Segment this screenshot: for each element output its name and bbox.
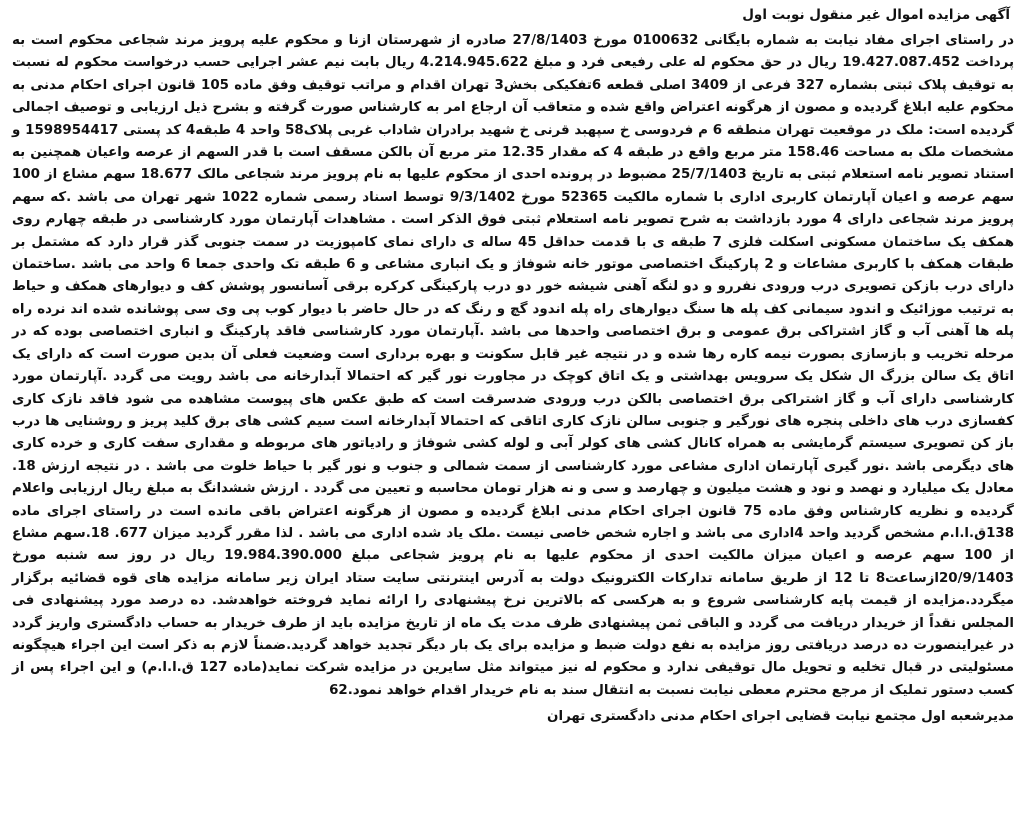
notice-signature: مدیرشعبه اول مجتمع نیابت قضایی اجرای احکام مدنی دادگستری تهران	[547, 709, 1014, 725]
notice-title: آگهی مزایده اموال غیر منقول نوبت اول	[742, 7, 1010, 23]
notice-body: در راستای اجرای مفاد نیابت به شماره بایگانی 0100632 مورخ 27/8/1403 صادره از شهرستان ازنا و محکوم علیه پرویز مرند شجاعی محکوم است به پرداخت 19.427.087.452 ریال در حق محکوم له علی رفیعی فرد و مبلغ 4.214.945.622 ریال بابت نیم عشر اجرایی حسب درخواست محکوم له نسبت به توقیف پلاک ثبتی بشماره 327 فرعی از 3409 اصلی قطعه 6تفکیکی بخش3 تهران اقدام و مراتب توقیف وفق ماده 105 قانون اجرای احکام مدنی به محکوم علیه ابلاغ گردیده و مصون از هرگونه اعتراض واقع شده و متعاقب آن ارجاع امر به کارشناس صورت گرفته و بشرح ذیل ارزیابی و توصیف اجمالی گردیده است: ملک در موقعیت تهران منطقه 6 م فردوسی خ سپهبد قرنی خ شهید برادران شاداب غربی پلاک58 واحد 4 طبقه4 کد پستی 1598954417 و مشخصات ملک به مساحت 158.46 متر مربع واقع در طبقه 4 که مقدار 12.35 متر مربع آن بالکن مسقف است با قدر السهم از عرصه واعیان همچنین به استناد تصویر نامه استعلام ثبتی به تاریخ 25/7/1403 مضبوط در پرونده احدی از محکوم علیها به نام پرویز مرند شجاعی مالک 18.677 سهم مشاع از 100 سهم عرصه و اعیان آپارتمان کاربری اداری با شماره مالکیت 52365 مورخ 9/3/1402 توسط اسناد رسمی شماره 1022 شهر تهران می باشد .که سهم پرویز مرند شجاعی دارای 4 مورد بازداشت به شرح تصویر نامه استعلام ثبتی فوق الذکر است . مشاهدات آپارتمان مورد کارشناسی در طبقه چهارم روی همکف یک ساختمان مسکونی اسکلت فلزی 7 طبقه ی با قدمت حداقل 45 ساله ی دارای نمای کامپوزیت در سمت جنوبی گذر قرار دارد که مشتمل بر طبقات همکف با کاربری مشاعات و 2 پارکینگ اختصاصی موتور خانه شوفاژ و یک انباری مشاعی و 6 طبقه تک واحدی جمعا 6 واحد می باشد .ساختمان دارای درب بازکن تصویری درب ورودی نفررو و دو لنگه آهنی شیشه خور دو درب پارکینگی کرکره برقی آسانسور پوشش کف و دیوارهای همکف و حیاط به ترتیب موزائیک و اندود سیمانی کف پله ها سنگ دیوارهای راه پله اندود گچ و رنگ که در حال حاضر با دیوار کوب پی وی سی پوشانده شده اند نرده راه پله ها آهنی آب و گاز اشتراکی برق عمومی و برق اختصاصی واحدها می باشد .آپارتمان مورد کارشناسی فاقد پارکینگ و انباری اختصاصی بوده که در مرحله تخریب و بازسازی بصورت نیمه کاره رها شده و در نتیجه غیر قابل سکونت و بهره برداری است وضعیت فعلی آن بدین صورت است که دارای یک اتاق یک سالن بزرگ ال شکل یک سرویس بهداشتی و یک اتاق کوچک در مجاورت نور گیر که احتمالا آبدارخانه می باشد رویت می گردد .آپارتمان مورد کارشناسی دارای آب و گاز اشتراکی برق اختصاصی بالکن درب ورودی ضدسرقت است که طبق عکس های پیوست مشاهده می شود فاقد نازک کاری کفسازی درب های داخلی پنجره های نورگیر و جنوبی سالن نازک کاری اتاقی که احتمالا آبدارخانه است سیم کشی های برق کلید پریز و روشنایی ها درب باز کن تصویری سیستم گرمایشی به همراه کانال کشی های کولر آبی و لوله کشی شوفاژ و رادیاتور های مربوطه و مقداری سفت کاری و خرده کاری های دیگرمی باشد .نور گیری آپارتمان اداری مشاعی مورد کارشناسی از سمت شمالی و جنوب و نور گیر با حیاط خلوت می باشد . در نتیجه ارزش 18. معادل یک میلیارد و نهصد و نود و هشت میلیون و چهارصد و سی و نه هزار تومان محاسبه و تعیین می گردد . ارزش ششدانگ به مبلغ ریال ارزیابی واعلام گردیده و نظریه کارشناس وفق ماده 75 قانون اجرای احکام مدنی ابلاغ گردیده و مصون از هرگونه اعتراض باقی مانده است در راستای اجرای ماده 138ق.ا.ا.م مشخص گردید واحد 4اداری می باشد و اجاره شخص خاصی نیست .ملک یاد شده اداری می باشد . لذا مقرر گردید میزان 677. 18.سهم مشاع از 100 سهم عرصه و اعیان میزان مالکیت احدی از محکوم علیها به نام پرویز شجاعی مبلغ 19.984.390.000 ریال در روز سه شنبه مورخ 20/9/1403ازساعت8 تا 12 از طریق سامانه تدارکات الکترونیک دولت به آدرس اینترنتی سایت ستاد ایران زیر سامانه مزایده های قوه قضائیه برگزار میگردد.مزایده از قیمت پایه کارشناسی شروع و به هرکسی که بالاترین نرخ پیشنهادی را ارائه نماید فروخته خواهدشد. ده درصد مورد پیشنهادی فی المجلس نقداً از خریدار دریافت می گردد و الباقی ثمن پیشنهادی ظرف مدت یک ماه از تاریخ مزایده باید از طرف خریدار به حساب دادگستری واریز گردد در غیراینصورت ده درصد دریافتی روز مزایده به نفع دولت ضبط و مزایده برای یک بار دیگر تجدید خواهد گردید.ضمناً لازم به ذکر است این اجراء هیچگونه مسئولیتی در قبال تخلیه و تحویل مال توقیفی ندارد و محکوم له نیز میتواند مثل سایرین در مزایده شرکت نماید(ماده 127 ق.ا.ا.م) و این اجراء پس از کسب دستور تملیک از مرجع محترم معطی نیابت نسبت به انتقال سند به نام خریدار اقدام خواهد نمود.62	[12, 33, 1015, 698]
